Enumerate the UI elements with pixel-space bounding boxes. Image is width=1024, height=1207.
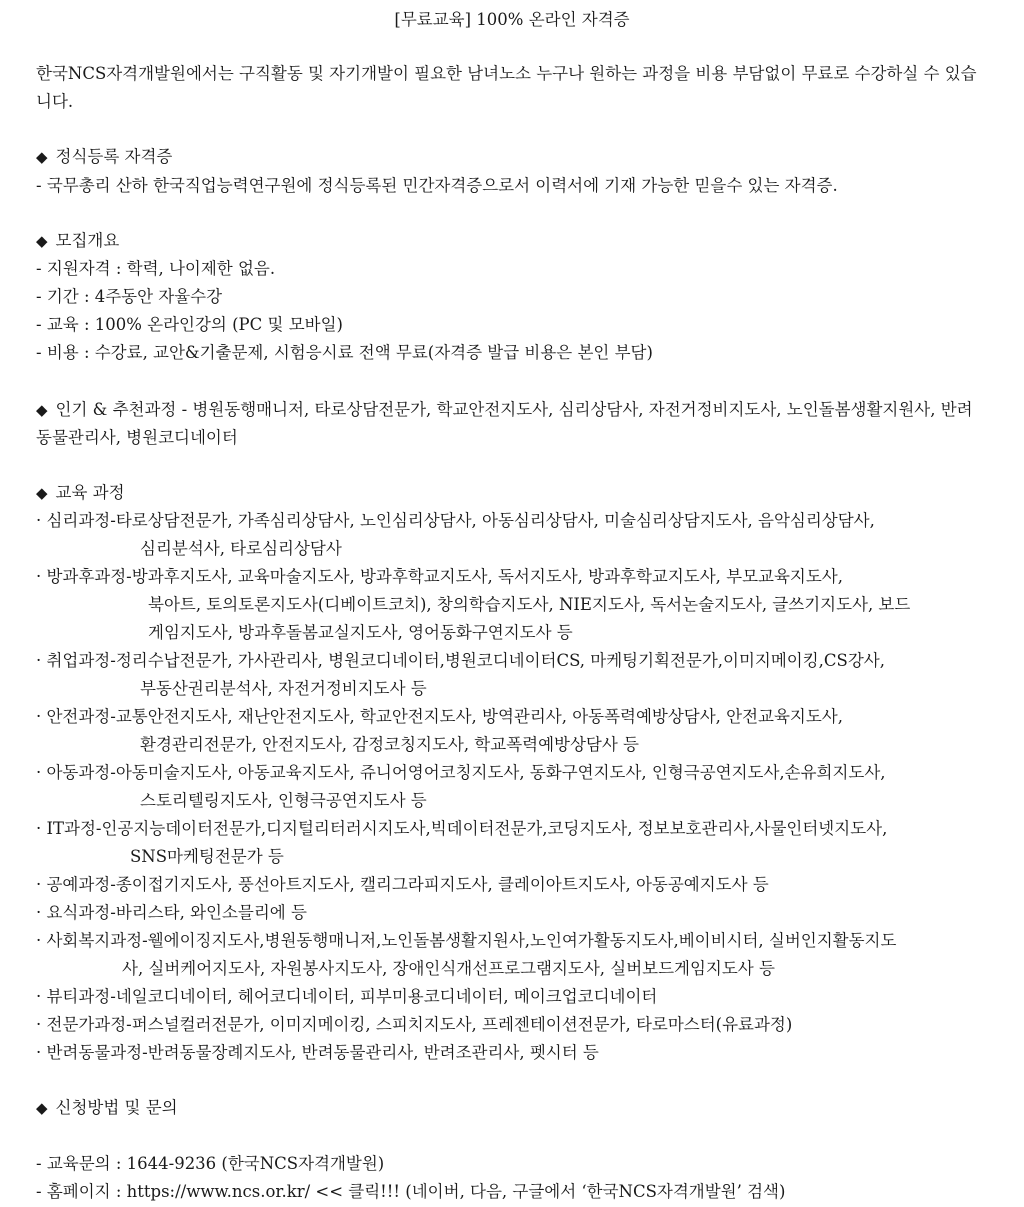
section-popular-courses: [36, 396, 986, 452]
course-social-welfare-cont: 사, 실버케어지도사, 자원봉사지도사, 장애인식개선프로그램지도사, 실버보드게임지도사 등: [122, 959, 775, 978]
section-heading-recruit: [36, 229, 119, 253]
intro-paragraph: 한국NCS자격개발원에서는 구직활동 및 자기개발이 필요한 남녀노소 누구나 원하는 과정을 비용 부담없이 무료로 수강하실 수 있습니다.: [36, 64, 977, 111]
course-it: · IT과정-인공지능데이터전문가,디지털리터러시지도사,빅데이터전문가,코딩지도사, 정보보호관리사,사물인터넷지도사,: [36, 819, 888, 838]
section-heading-label: 정식등록 자격증: [55, 147, 173, 166]
diamond-icon: ◆: [36, 1099, 48, 1117]
section-heading-apply: [36, 1096, 178, 1120]
course-craft: · 공예과정-종이접기지도사, 풍선아트지도사, 캘리그라피지도사, 클레이아트지도사, 아동공예지도사 등: [36, 875, 769, 894]
course-employment-cont: 부동산권리분석사, 자전거정비지도사 등: [140, 679, 427, 698]
course-afterschool-cont-2: 게임지도사, 방과후돌봄교실지도사, 영어동화구연지도사 등: [148, 623, 573, 642]
recruit-cost: - 비용 : 수강료, 교안&기출문제, 시험응시료 전액 무료(자격증 발급 비용은 본인 부담): [36, 343, 653, 362]
course-beauty: · 뷰티과정-네일코디네이터, 헤어코디네이터, 피부미용코디네이터, 메이크업코디네이터: [36, 987, 658, 1006]
section-heading-courses: [36, 481, 125, 505]
section-heading-label: 교육 과정: [55, 483, 125, 502]
page-title: [무료교육] 100% 온라인 자격증: [394, 10, 630, 29]
contact-phone: - 교육문의 : 1644-9236 (한국NCS자격개발원): [36, 1154, 385, 1173]
course-psychology: · 심리과정-타로상담전문가, 가족심리상담사, 노인심리상담사, 아동심리상담사, 미술심리상담지도사, 음악심리상담사,: [36, 511, 875, 530]
course-child: · 아동과정-아동미술지도사, 아동교육지도사, 쥬니어영어코칭지도사, 동화구연지도사, 인형극공연지도사,손유희지도사,: [36, 763, 886, 782]
course-culinary: · 요식과정-바리스타, 와인소믈리에 등: [36, 903, 307, 922]
course-psychology-cont: 심리분석사, 타로심리상담사: [140, 539, 342, 558]
course-safety: · 안전과정-교통안전지도사, 재난안전지도사, 학교안전지도사, 방역관리사, 아동폭력예방상담사, 안전교육지도사,: [36, 707, 843, 726]
course-safety-cont: 환경관리전문가, 안전지도사, 감정코칭지도사, 학교폭력예방상담사 등: [140, 735, 639, 754]
recruit-period: - 기간 : 4주동안 자율수강: [36, 287, 223, 306]
course-afterschool-cont-1: 북아트, 토의토론지도사(디베이트코치), 창의학습지도사, NIE지도사, 독서논술지도사, 글쓰기지도사, 보드: [148, 595, 911, 614]
recruit-eligibility: - 지원자격 : 학력, 나이제한 없음.: [36, 259, 276, 278]
course-afterschool: · 방과후과정-방과후지도사, 교육마술지도사, 방과후학교지도사, 독서지도사, 방과후학교지도사, 부모교육지도사,: [36, 567, 843, 586]
course-pet: · 반려동물과정-반려동물장례지도사, 반려동물관리사, 반려조관리사, 펫시터 등: [36, 1043, 599, 1062]
section-heading-label: 모집개요: [55, 231, 120, 250]
course-child-cont: 스토리텔링지도사, 인형극공연지도사 등: [140, 791, 427, 810]
popular-courses-text: 인기 & 추천과정 - 병원동행매니저, 타로상담전문가, 학교안전지도사, 심리상담사, 자전거정비지도사, 노인돌봄생활지원사, 반려동물관리사, 병원코디네이터: [36, 400, 973, 447]
diamond-icon: ◆: [36, 148, 48, 166]
diamond-icon: ◆: [36, 401, 48, 419]
registered-description: - 국무총리 산하 한국직업능력연구원에 정식등록된 민간자격증으로서 이력서에 기재 가능한 믿을수 있는 자격증.: [36, 176, 838, 195]
course-it-cont: SNS마케팅전문가 등: [130, 847, 284, 866]
recruit-education: - 교육 : 100% 온라인강의 (PC 및 모바일): [36, 315, 343, 334]
diamond-icon: ◆: [36, 232, 48, 250]
course-expert: · 전문가과정-퍼스널컬러전문가, 이미지메이킹, 스피치지도사, 프레젠테이션전문가, 타로마스터(유료과정): [36, 1015, 793, 1034]
section-heading-registered: [36, 145, 172, 169]
course-social-welfare: · 사회복지과정-웰에이징지도사,병원동행매니저,노인돌봄생활지원사,노인여가활동지도사,베이비시터, 실버인지활동지도: [36, 931, 897, 950]
course-employment: · 취업과정-정리수납전문가, 가사관리사, 병원코디네이터,병원코디네이터CS, 마케팅기획전문가,이미지메이킹,CS강사,: [36, 651, 885, 670]
diamond-icon: ◆: [36, 484, 48, 502]
section-heading-label: 신청방법 및 문의: [55, 1098, 178, 1117]
homepage-link[interactable]: - 홈페이지 : https://www.ncs.or.kr/ << 클릭!!! (네이버, 다음, 구글에서 ‘한국NCS자격개발원’ 검색): [36, 1182, 786, 1201]
